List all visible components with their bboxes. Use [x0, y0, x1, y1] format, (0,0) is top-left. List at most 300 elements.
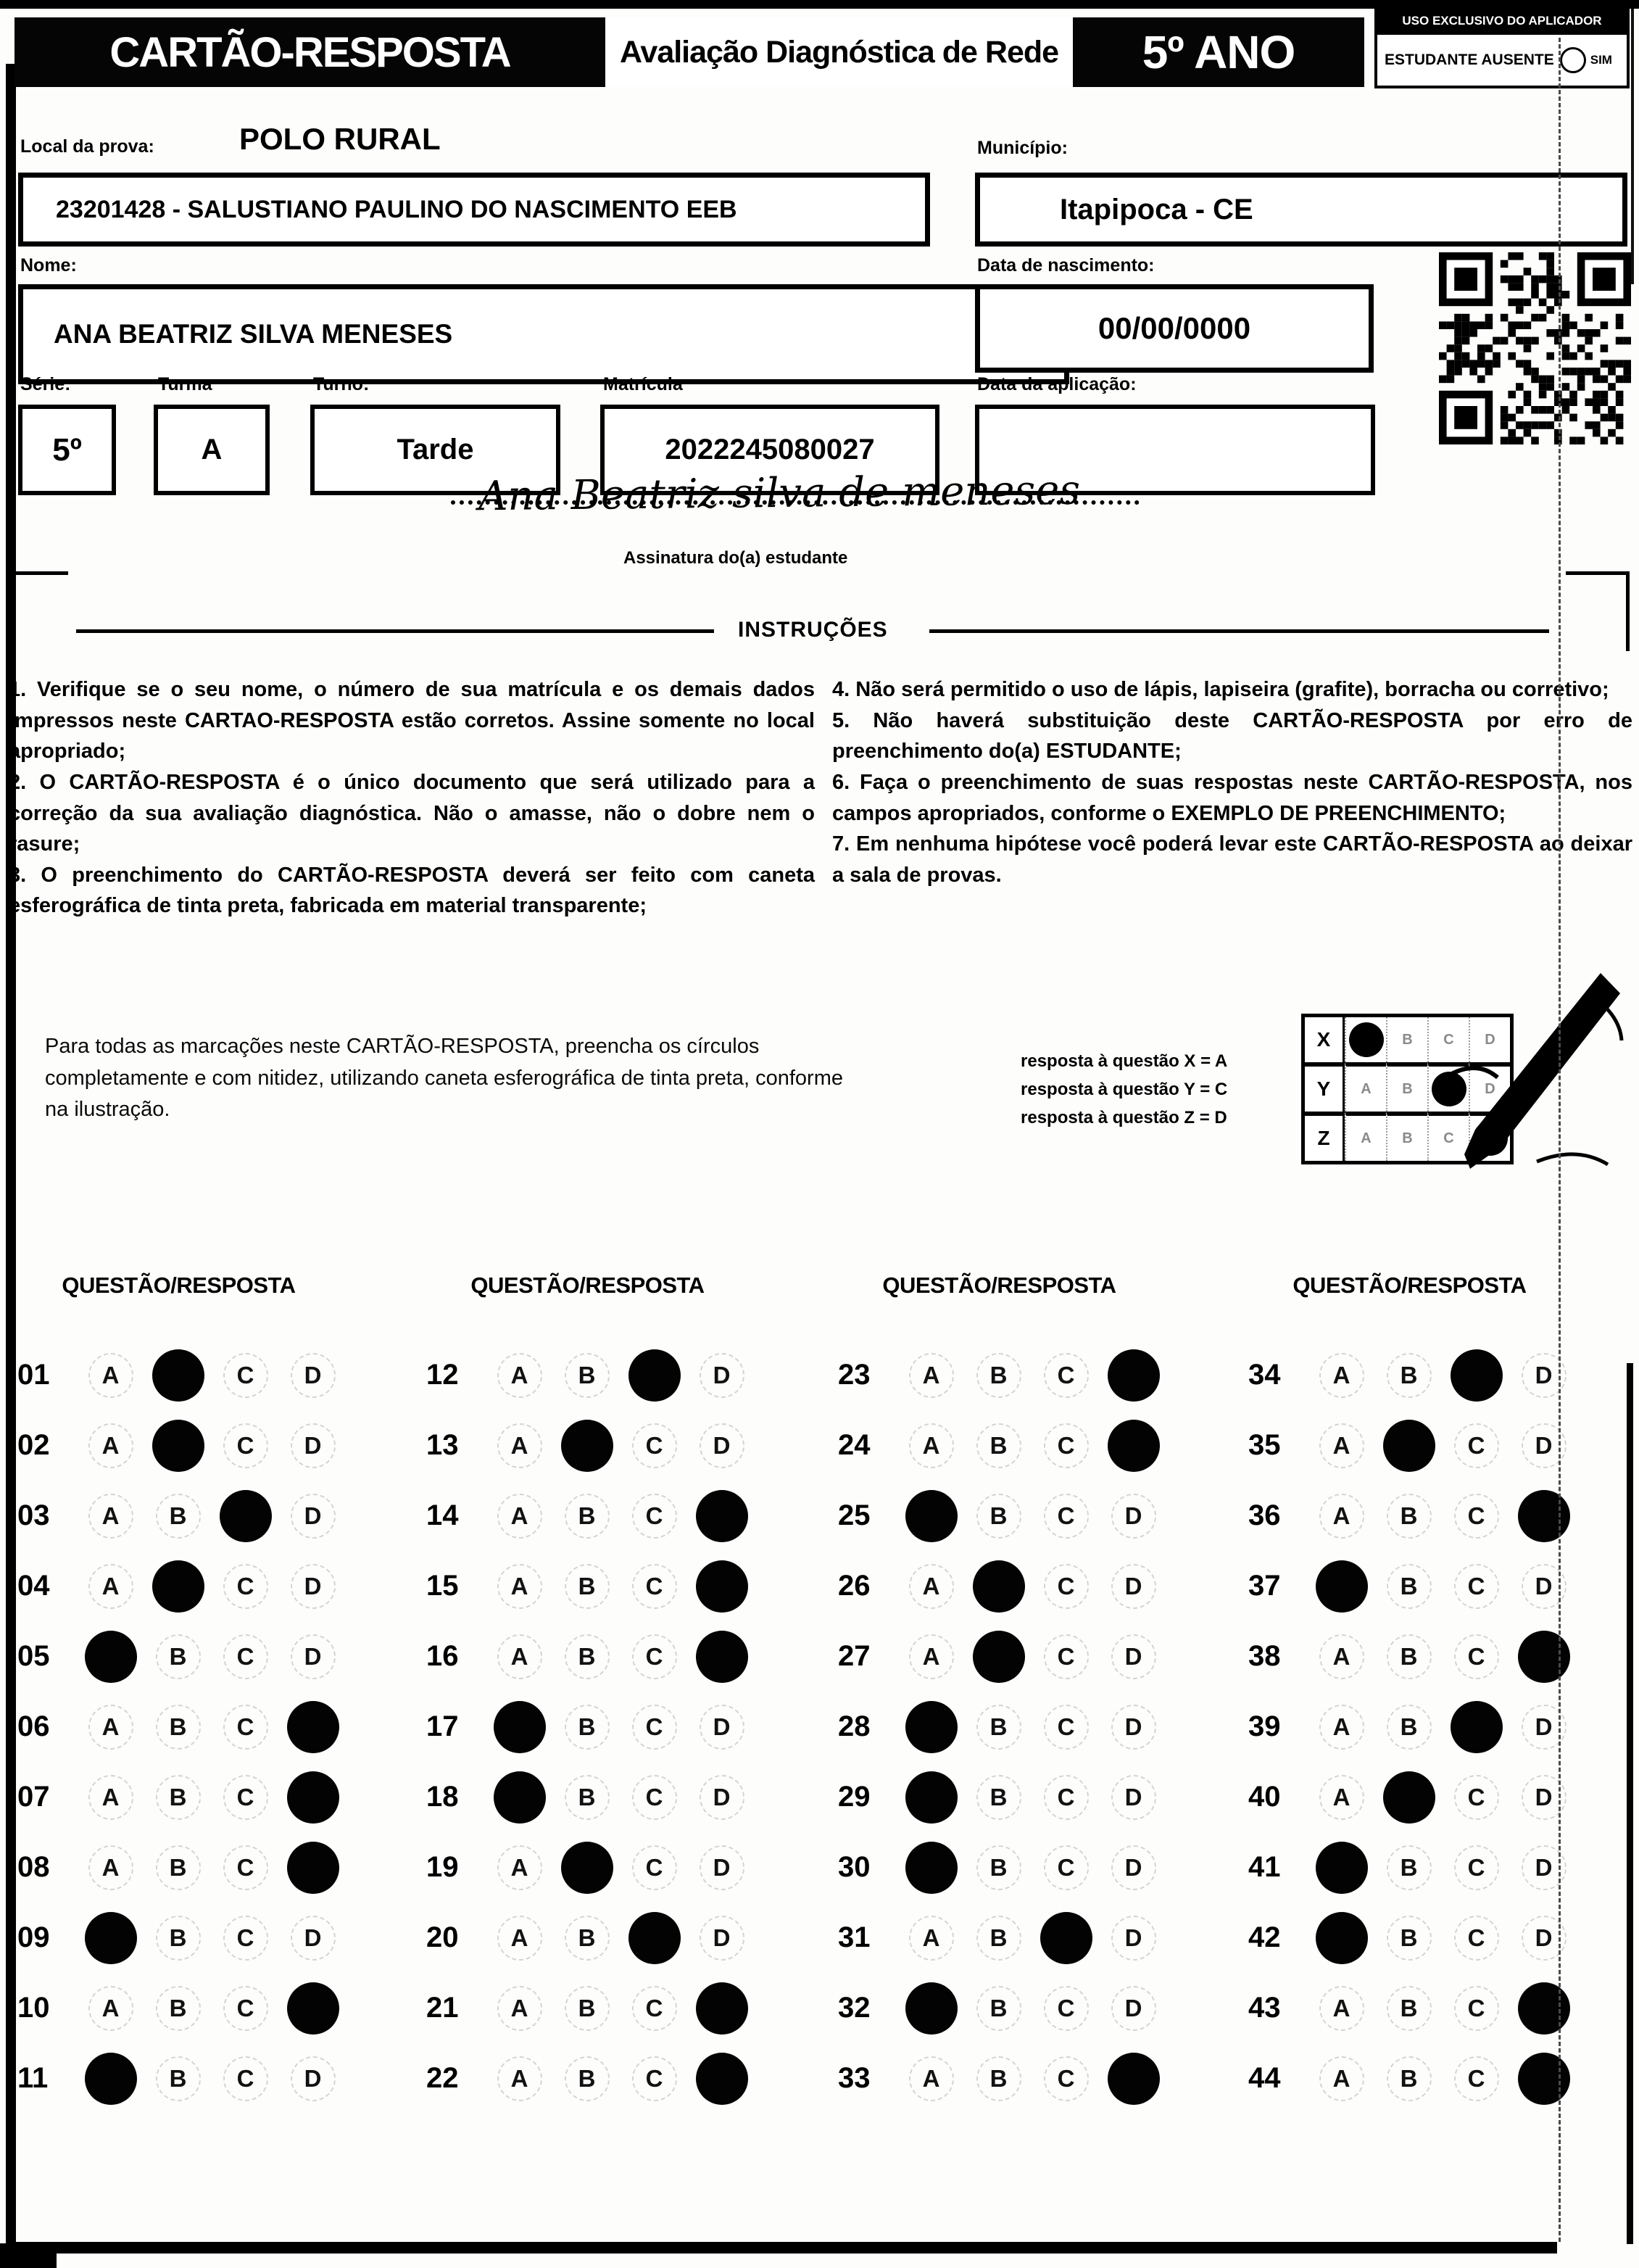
bubble-36-B[interactable]: [1375, 1494, 1443, 1539]
empty-bubble: B: [976, 2056, 1021, 2101]
bubble-16-D[interactable]: [688, 1631, 755, 1683]
bubble-30-D[interactable]: [1100, 1845, 1167, 1890]
empty-bubble: B: [976, 1916, 1021, 1961]
question-row-07: [10, 1762, 347, 1832]
question-number: 32: [838, 1992, 871, 2024]
bubble-21-A[interactable]: [486, 1986, 553, 2031]
bubble-38-C[interactable]: [1443, 1634, 1510, 1679]
serie-field: 5º: [18, 405, 116, 495]
bubble-16-C[interactable]: [621, 1634, 688, 1679]
bubble-14-B[interactable]: [553, 1494, 621, 1539]
bubble-12-A[interactable]: [486, 1353, 553, 1398]
question-number: 16: [426, 1640, 459, 1672]
bubble-41-B[interactable]: [1375, 1845, 1443, 1890]
question-number: 03: [17, 1499, 50, 1531]
bubble-40-B[interactable]: [1375, 1771, 1443, 1824]
bubble-44-A[interactable]: [1308, 2056, 1375, 2101]
filled-bubble: [85, 1912, 137, 1964]
empty-bubble: C: [1454, 1494, 1499, 1539]
bubble-37-D[interactable]: [1510, 1564, 1577, 1609]
bubble-27-C[interactable]: [1032, 1634, 1100, 1679]
bubble-34-C[interactable]: [1443, 1349, 1510, 1402]
bubble-41-D[interactable]: [1510, 1845, 1577, 1890]
bubble-05-D[interactable]: [279, 1634, 347, 1679]
empty-bubble: D: [1522, 1705, 1567, 1750]
bubble-36-D[interactable]: [1510, 1490, 1577, 1542]
bubble-09-B[interactable]: [144, 1916, 212, 1961]
bubble-28-D[interactable]: [1100, 1705, 1167, 1750]
bubble-13-D[interactable]: [688, 1423, 755, 1468]
bubble-18-B[interactable]: [553, 1775, 621, 1820]
bubble-01-C[interactable]: [212, 1353, 279, 1398]
bubble-20-B[interactable]: [553, 1916, 621, 1961]
empty-bubble: C: [632, 2056, 677, 2101]
question-number: 34: [1248, 1359, 1281, 1391]
bubble-11-B[interactable]: [144, 2056, 212, 2101]
bubble-22-D[interactable]: [688, 2053, 755, 2105]
bubble-08-C[interactable]: [212, 1845, 279, 1890]
bubble-19-D[interactable]: [688, 1845, 755, 1890]
bubble-03-B[interactable]: [144, 1494, 212, 1539]
empty-bubble: D: [1522, 1423, 1567, 1468]
bubble-39-A[interactable]: [1308, 1705, 1375, 1750]
question-number: 22: [426, 2062, 459, 2094]
bubble-07-C[interactable]: [212, 1775, 279, 1820]
bubble-29-B[interactable]: [965, 1775, 1032, 1820]
empty-bubble: D: [1111, 1564, 1156, 1609]
bubble-42-C[interactable]: [1443, 1916, 1510, 1961]
answer-column-2: [419, 1340, 756, 2114]
bubble-42-D[interactable]: [1510, 1916, 1577, 1961]
question-row-25: [831, 1481, 1168, 1551]
empty-bubble: A: [1319, 2056, 1364, 2101]
applicator-title: USO EXCLUSIVO DO APLICADOR: [1377, 7, 1627, 35]
empty-bubble: A: [909, 1916, 954, 1961]
bubble-02-B[interactable]: [144, 1420, 212, 1472]
bubble-31-D[interactable]: [1100, 1916, 1167, 1961]
bubble-18-A[interactable]: [486, 1771, 553, 1824]
bubble-17-D[interactable]: [688, 1705, 755, 1750]
bubble-23-A[interactable]: [897, 1353, 965, 1398]
bubble-25-D[interactable]: [1100, 1494, 1167, 1539]
question-row-39: [1241, 1692, 1578, 1762]
column-header-4: QUESTÃO/RESPOSTA: [1292, 1272, 1527, 1298]
filled-bubble: [287, 1701, 339, 1753]
bubble-27-D[interactable]: [1100, 1634, 1167, 1679]
filled-bubble: [1108, 1420, 1160, 1472]
bubble-42-B[interactable]: [1375, 1916, 1443, 1961]
bubble-17-A[interactable]: [486, 1701, 553, 1753]
empty-bubble: C: [1044, 1564, 1089, 1609]
instructions-rule-left: [76, 629, 714, 633]
bubble-04-B[interactable]: [144, 1560, 212, 1613]
empty-bubble: C: [1454, 1423, 1499, 1468]
bubble-40-D[interactable]: [1510, 1775, 1577, 1820]
bubble-38-A[interactable]: [1308, 1634, 1375, 1679]
bubble-07-D[interactable]: [279, 1771, 347, 1824]
bubble-12-D[interactable]: [688, 1353, 755, 1398]
bubble-24-B[interactable]: [965, 1423, 1032, 1468]
bubble-39-B[interactable]: [1375, 1705, 1443, 1750]
bubble-33-A[interactable]: [897, 2056, 965, 2101]
bubble-43-B[interactable]: [1375, 1986, 1443, 2031]
bubble-15-A[interactable]: [486, 1564, 553, 1609]
empty-bubble: D: [1111, 1986, 1156, 2031]
bubble-19-A[interactable]: [486, 1845, 553, 1890]
bubble-29-A[interactable]: [897, 1771, 965, 1824]
empty-bubble: A: [497, 1564, 542, 1609]
bubble-14-A[interactable]: [486, 1494, 553, 1539]
question-row-30: [831, 1832, 1168, 1903]
filled-bubble: [1040, 1912, 1092, 1964]
bubble-39-C[interactable]: [1443, 1701, 1510, 1753]
empty-bubble: A: [88, 1775, 133, 1820]
bubble-27-B[interactable]: [965, 1631, 1032, 1683]
bubble-31-C[interactable]: [1032, 1912, 1100, 1964]
bubble-09-C[interactable]: [212, 1916, 279, 1961]
filled-bubble: [973, 1560, 1025, 1613]
bubble-34-A[interactable]: [1308, 1353, 1375, 1398]
bubble-09-A[interactable]: [77, 1912, 144, 1964]
empty-bubble: C: [1454, 1916, 1499, 1961]
nome-field: ANA BEATRIZ SILVA MENESES: [18, 284, 1069, 384]
absent-option-label: SIM: [1590, 53, 1612, 67]
question-number: 26: [838, 1570, 871, 1602]
bubble-32-B[interactable]: [965, 1986, 1032, 2031]
empty-bubble: D: [1111, 1916, 1156, 1961]
question-row-42: [1241, 1903, 1578, 1973]
local-value: POLO RURAL: [239, 122, 441, 156]
bubble-04-C[interactable]: [212, 1564, 279, 1609]
bubble-35-C[interactable]: [1443, 1423, 1510, 1468]
bubble-02-D[interactable]: [279, 1423, 347, 1468]
question-row-10: [10, 1973, 347, 2043]
bubble-14-C[interactable]: [621, 1494, 688, 1539]
option-letter: D: [1485, 1080, 1495, 1097]
bubble-43-D[interactable]: [1510, 1982, 1577, 2035]
bubble-10-D[interactable]: [279, 1982, 347, 2035]
empty-bubble: D: [700, 1916, 744, 1961]
bubble-28-B[interactable]: [965, 1705, 1032, 1750]
bubble-04-D[interactable]: [279, 1564, 347, 1609]
bubble-22-B[interactable]: [553, 2056, 621, 2101]
bubble-44-D[interactable]: [1510, 2053, 1577, 2105]
filled-bubble: [628, 1349, 681, 1402]
empty-bubble: A: [1319, 1634, 1364, 1679]
filled-bubble: [1108, 2053, 1160, 2105]
empty-bubble: A: [1319, 1494, 1364, 1539]
bubble-10-B[interactable]: [144, 1986, 212, 2031]
bubble-34-B[interactable]: [1375, 1353, 1443, 1398]
bubble-23-C[interactable]: [1032, 1353, 1100, 1398]
question-number: 05: [17, 1640, 50, 1672]
bubble-06-A[interactable]: [77, 1705, 144, 1750]
bubble-25-A[interactable]: [897, 1490, 965, 1542]
bubble-01-A[interactable]: [77, 1353, 144, 1398]
bubble-38-B[interactable]: [1375, 1634, 1443, 1679]
bubble-31-B[interactable]: [965, 1916, 1032, 1961]
question-number: 20: [426, 1921, 459, 1953]
bubble-23-B[interactable]: [965, 1353, 1032, 1398]
bubble-26-D[interactable]: [1100, 1564, 1167, 1609]
question-row-19: [419, 1832, 756, 1903]
bubble-20-A[interactable]: [486, 1916, 553, 1961]
bubble-29-D[interactable]: [1100, 1775, 1167, 1820]
filled-bubble: [494, 1701, 546, 1753]
question-row-21: [419, 1973, 756, 2043]
bubble-25-C[interactable]: [1032, 1494, 1100, 1539]
bubble-29-C[interactable]: [1032, 1775, 1100, 1820]
filled-bubble: [1383, 1771, 1435, 1824]
bubble-34-D[interactable]: [1510, 1353, 1577, 1398]
bubble-06-B[interactable]: [144, 1705, 212, 1750]
empty-bubble: C: [632, 1423, 677, 1468]
bubble-22-A[interactable]: [486, 2056, 553, 2101]
column-header-2: QUESTÃO/RESPOSTA: [470, 1272, 705, 1298]
empty-bubble: A: [1319, 1986, 1364, 2031]
column-header-1: QUESTÃO/RESPOSTA: [62, 1272, 296, 1298]
empty-bubble: A: [1319, 1353, 1364, 1398]
bubble-16-A[interactable]: [486, 1634, 553, 1679]
bubble-32-D[interactable]: [1100, 1986, 1167, 2031]
bubble-19-C[interactable]: [621, 1845, 688, 1890]
aplicacao-label: Data da aplicação:: [977, 374, 1137, 394]
bubble-04-A[interactable]: [77, 1564, 144, 1609]
empty-bubble: D: [1111, 1775, 1156, 1820]
empty-bubble: A: [88, 1564, 133, 1609]
bubble-41-A[interactable]: [1308, 1842, 1375, 1894]
bubble-35-D[interactable]: [1510, 1423, 1577, 1468]
empty-bubble: B: [976, 1775, 1021, 1820]
question-row-22: [419, 2043, 756, 2114]
absent-bubble[interactable]: [1560, 47, 1586, 73]
empty-bubble: C: [223, 1775, 268, 1820]
bubble-33-D[interactable]: [1100, 2053, 1167, 2105]
bubble-11-A[interactable]: [77, 2053, 144, 2105]
bubble-13-C[interactable]: [621, 1423, 688, 1468]
bubble-26-C[interactable]: [1032, 1564, 1100, 1609]
empty-bubble: D: [700, 1845, 744, 1890]
bubble-26-B[interactable]: [965, 1560, 1032, 1613]
bubble-15-C[interactable]: [621, 1564, 688, 1609]
bubble-32-C[interactable]: [1032, 1986, 1100, 2031]
example-row-label: Y: [1305, 1062, 1345, 1112]
empty-bubble: A: [497, 1845, 542, 1890]
bubble-16-B[interactable]: [553, 1634, 621, 1679]
applicator-box: [1374, 4, 1630, 88]
bubble-06-D[interactable]: [279, 1701, 347, 1753]
bubble-42-A[interactable]: [1308, 1912, 1375, 1964]
empty-bubble: B: [976, 1845, 1021, 1890]
bubble-28-A[interactable]: [897, 1701, 965, 1753]
filled-bubble: [1518, 2053, 1570, 2105]
empty-bubble: B: [1387, 1634, 1432, 1679]
bubble-44-B[interactable]: [1375, 2056, 1443, 2101]
bubble-24-C[interactable]: [1032, 1423, 1100, 1468]
bubble-11-D[interactable]: [279, 2056, 347, 2101]
empty-bubble: D: [291, 1494, 336, 1539]
bubble-10-C[interactable]: [212, 1986, 279, 2031]
bubble-39-D[interactable]: [1510, 1705, 1577, 1750]
bubble-23-D[interactable]: [1100, 1349, 1167, 1402]
bubble-37-A[interactable]: [1308, 1560, 1375, 1613]
bubble-14-D[interactable]: [688, 1490, 755, 1542]
bubble-18-D[interactable]: [688, 1775, 755, 1820]
empty-bubble: D: [291, 1916, 336, 1961]
filled-bubble: [561, 1842, 613, 1894]
bubble-03-C[interactable]: [212, 1490, 279, 1542]
bubble-08-B[interactable]: [144, 1845, 212, 1890]
bubble-32-A[interactable]: [897, 1982, 965, 2035]
bubble-37-C[interactable]: [1443, 1564, 1510, 1609]
empty-bubble: D: [291, 1564, 336, 1609]
filled-bubble: [905, 1771, 958, 1824]
empty-bubble: D: [1111, 1494, 1156, 1539]
bubble-12-B[interactable]: [553, 1353, 621, 1398]
question-number: 15: [426, 1570, 459, 1602]
bubble-03-D[interactable]: [279, 1494, 347, 1539]
bubble-20-C[interactable]: [621, 1912, 688, 1964]
question-number: 18: [426, 1781, 459, 1813]
bubble-06-C[interactable]: [212, 1705, 279, 1750]
filled-bubble: [1316, 1842, 1368, 1894]
empty-bubble: C: [1044, 1423, 1089, 1468]
bubble-21-C[interactable]: [621, 1986, 688, 2031]
bubble-10-A[interactable]: [77, 1986, 144, 2031]
bubble-21-B[interactable]: [553, 1986, 621, 2031]
bubble-08-A[interactable]: [77, 1845, 144, 1890]
bubble-05-C[interactable]: [212, 1634, 279, 1679]
empty-bubble: B: [976, 1423, 1021, 1468]
bubble-02-C[interactable]: [212, 1423, 279, 1468]
empty-bubble: C: [223, 1845, 268, 1890]
example-legend-line: resposta à questão Y = C: [1021, 1080, 1228, 1099]
empty-bubble: C: [1044, 1986, 1089, 2031]
empty-bubble: D: [1522, 1916, 1567, 1961]
bubble-31-A[interactable]: [897, 1916, 965, 1961]
bubble-41-C[interactable]: [1443, 1845, 1510, 1890]
bubble-17-B[interactable]: [553, 1705, 621, 1750]
bubble-26-A[interactable]: [897, 1564, 965, 1609]
bubble-43-A[interactable]: [1308, 1986, 1375, 2031]
bubble-11-C[interactable]: [212, 2056, 279, 2101]
filled-bubble: [973, 1631, 1025, 1683]
bubble-28-C[interactable]: [1032, 1705, 1100, 1750]
question-number: 44: [1248, 2062, 1281, 2094]
empty-bubble: B: [1387, 1705, 1432, 1750]
bubble-17-C[interactable]: [621, 1705, 688, 1750]
empty-bubble: B: [976, 1986, 1021, 2031]
empty-bubble: B: [565, 1634, 610, 1679]
bubble-09-D[interactable]: [279, 1916, 347, 1961]
question-number: 25: [838, 1499, 871, 1531]
bubble-30-A[interactable]: [897, 1842, 965, 1894]
empty-bubble: D: [700, 1423, 744, 1468]
bubble-03-A[interactable]: [77, 1494, 144, 1539]
question-row-34: [1241, 1340, 1578, 1410]
bubble-33-B[interactable]: [965, 2056, 1032, 2101]
instructions-left: [9, 674, 815, 922]
filled-bubble: [905, 1842, 958, 1894]
bubble-30-C[interactable]: [1032, 1845, 1100, 1890]
empty-bubble: A: [497, 1916, 542, 1961]
question-number: 29: [838, 1781, 871, 1813]
bubble-40-A[interactable]: [1308, 1775, 1375, 1820]
bubble-15-B[interactable]: [553, 1564, 621, 1609]
bubble-24-D[interactable]: [1100, 1420, 1167, 1472]
bubble-15-D[interactable]: [688, 1560, 755, 1613]
empty-bubble: D: [1111, 1845, 1156, 1890]
question-number: 02: [17, 1429, 50, 1461]
bubble-05-B[interactable]: [144, 1634, 212, 1679]
bubble-20-D[interactable]: [688, 1916, 755, 1961]
empty-bubble: A: [909, 1564, 954, 1609]
empty-bubble: A: [88, 1353, 133, 1398]
filled-bubble: [696, 2053, 748, 2105]
answer-column-3: [831, 1340, 1168, 2114]
bubble-37-B[interactable]: [1375, 1564, 1443, 1609]
bubble-12-C[interactable]: [621, 1349, 688, 1402]
empty-bubble: D: [700, 1353, 744, 1398]
bubble-44-C[interactable]: [1443, 2056, 1510, 2101]
bubble-07-B[interactable]: [144, 1775, 212, 1820]
empty-bubble: A: [909, 1634, 954, 1679]
bubble-33-C[interactable]: [1032, 2056, 1100, 2101]
bubble-30-B[interactable]: [965, 1845, 1032, 1890]
nascimento-field: 00/00/0000: [975, 284, 1374, 373]
bubble-36-A[interactable]: [1308, 1494, 1375, 1539]
bubble-13-A[interactable]: [486, 1423, 553, 1468]
empty-bubble: B: [565, 1353, 610, 1398]
bubble-35-B[interactable]: [1375, 1420, 1443, 1472]
bubble-27-A[interactable]: [897, 1634, 965, 1679]
empty-bubble: C: [632, 1705, 677, 1750]
bubble-24-A[interactable]: [897, 1423, 965, 1468]
question-number: 13: [426, 1429, 459, 1461]
option-letter: A: [1361, 1130, 1372, 1146]
bubble-38-D[interactable]: [1510, 1631, 1577, 1683]
filled-bubble: [905, 1701, 958, 1753]
empty-bubble: C: [632, 1986, 677, 2031]
empty-bubble: B: [565, 1494, 610, 1539]
bubble-18-C[interactable]: [621, 1775, 688, 1820]
empty-bubble: A: [497, 1494, 542, 1539]
empty-bubble: C: [223, 1564, 268, 1609]
bubble-22-C[interactable]: [621, 2056, 688, 2101]
bubble-07-A[interactable]: [77, 1775, 144, 1820]
bubble-35-A[interactable]: [1308, 1423, 1375, 1468]
bubble-05-A[interactable]: [77, 1631, 144, 1683]
bubble-01-D[interactable]: [279, 1353, 347, 1398]
answer-column-1: [10, 1340, 347, 2114]
bubble-40-C[interactable]: [1443, 1775, 1510, 1820]
question-number: 38: [1248, 1640, 1281, 1672]
empty-bubble: A: [497, 1353, 542, 1398]
bubble-36-C[interactable]: [1443, 1494, 1510, 1539]
bubble-13-B[interactable]: [553, 1420, 621, 1472]
bubble-25-B[interactable]: [965, 1494, 1032, 1539]
bubble-19-B[interactable]: [553, 1842, 621, 1894]
bubble-21-D[interactable]: [688, 1982, 755, 2035]
bubble-02-A[interactable]: [77, 1423, 144, 1468]
bubble-01-B[interactable]: [144, 1349, 212, 1402]
header-strip: [14, 17, 1364, 87]
filled-bubble: [152, 1560, 204, 1613]
corner-bracket-left: [10, 571, 68, 651]
bubble-43-C[interactable]: [1443, 1986, 1510, 2031]
bubble-08-D[interactable]: [279, 1842, 347, 1894]
empty-bubble: B: [565, 1775, 610, 1820]
